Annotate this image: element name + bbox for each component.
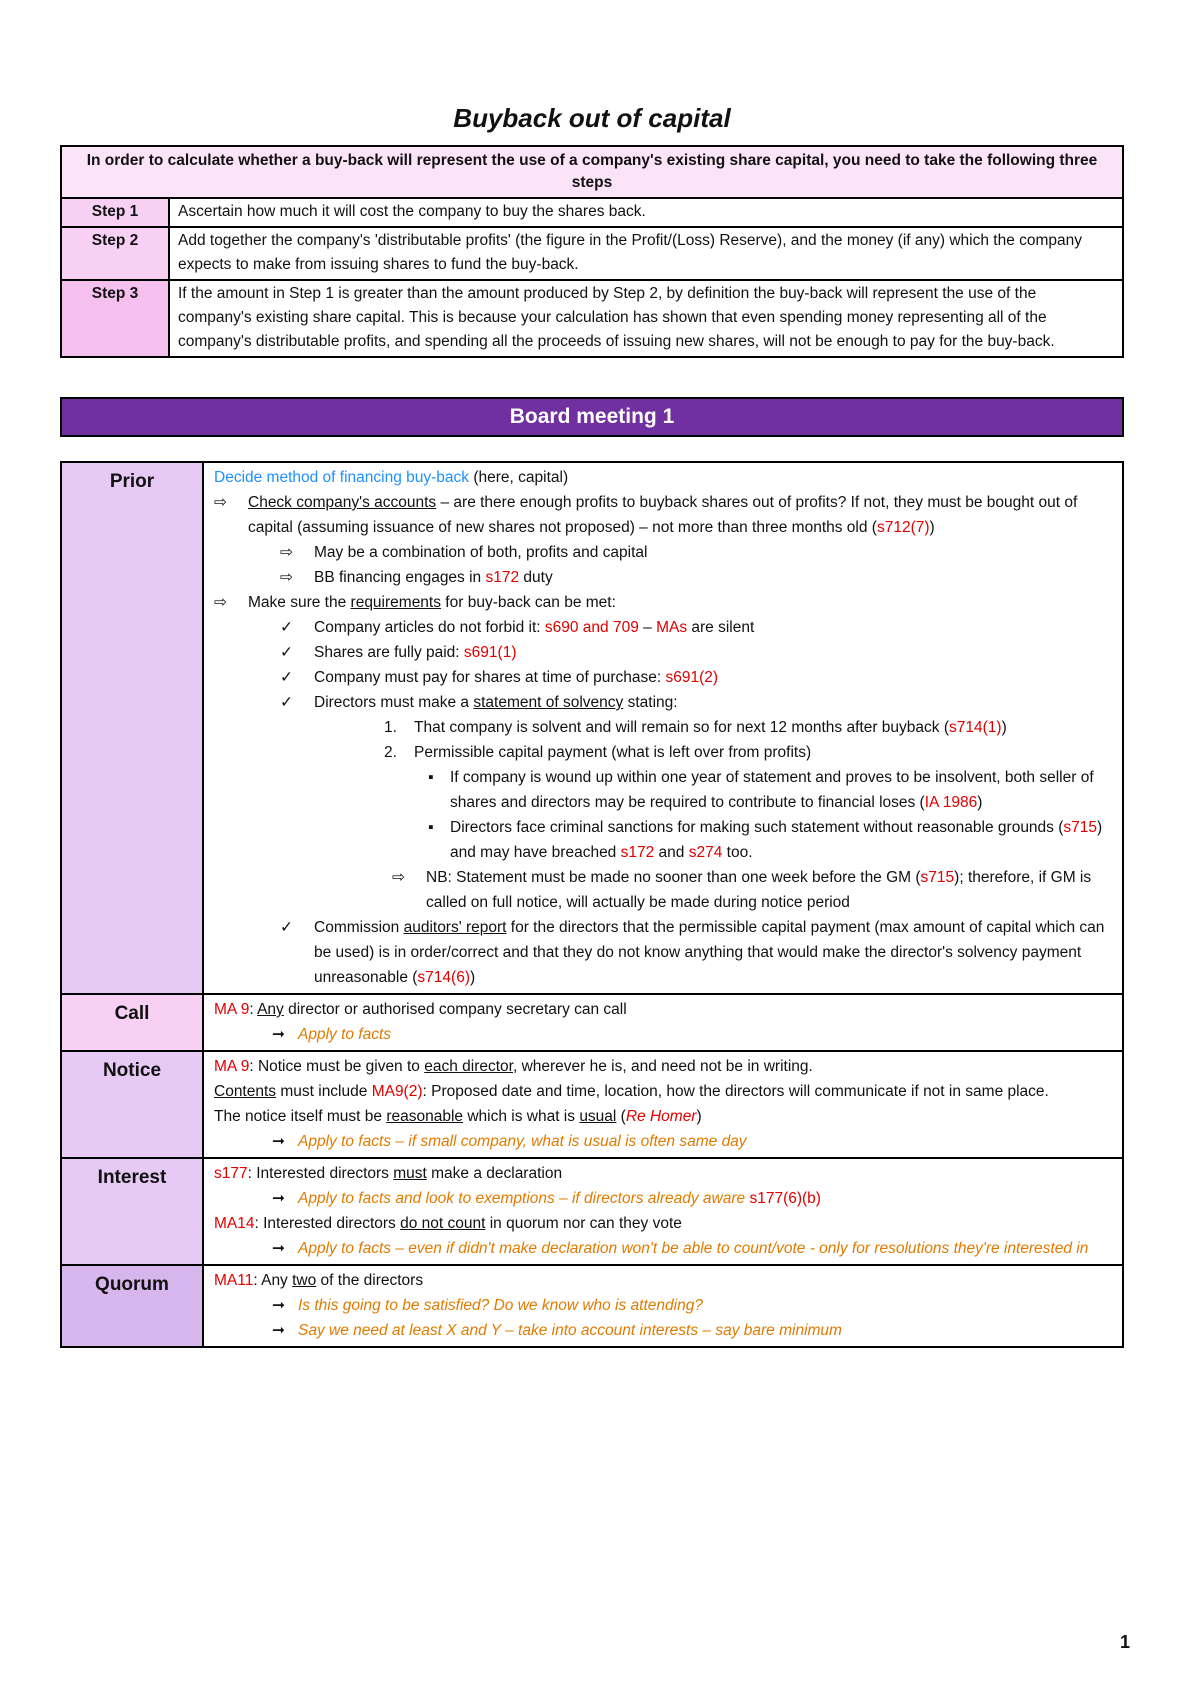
list-item	[214, 1268, 1112, 1293]
text-run: for the directors that the permissible capital payment (max amount of capital which can be used) is in order/correct and that they do not know anything that would make the director's solvency payment unreasonable (	[314, 919, 1105, 986]
arrow-icon: ➞	[272, 1322, 285, 1339]
text-run: ); therefore, if GM is called on full notice, will actually be made during notice period	[426, 869, 1092, 911]
list-item	[214, 1318, 1112, 1343]
text-run: s172	[620, 844, 655, 861]
text-run: two	[292, 1272, 317, 1289]
text-run: )	[977, 794, 983, 811]
list-item	[214, 1236, 1112, 1261]
square-bullet-icon: ▪	[428, 819, 434, 836]
row-label-quorum: Quorum	[61, 1265, 203, 1347]
text-run: Apply to facts – if small company, what is usual is often same day	[298, 1133, 747, 1150]
text-run: MA9(2)	[371, 1083, 423, 1100]
text-run: make a declaration	[426, 1165, 563, 1182]
check-icon: ✓	[280, 644, 293, 661]
table-row	[61, 1051, 1123, 1158]
text-run: s712(7)	[876, 519, 930, 536]
text-run: in quorum nor can they vote	[485, 1215, 682, 1232]
text-run: : Notice must be given to	[249, 1058, 425, 1075]
list-item	[214, 1129, 1112, 1154]
list-item	[214, 615, 1112, 640]
text-run: BB financing engages in	[314, 569, 486, 586]
text-run: Decide method of financing buy-back	[214, 469, 470, 486]
text-run: Re Homer	[625, 1108, 697, 1125]
text-run: – are there enough profits to buyback shares out of profits? If not, they must be bought out of capital (assuming issuance of new shares not proposed) – not more than three months old (	[248, 494, 1078, 536]
text-run: If company is wound up within one year of statement and proves to be insolvent, both seller of shares and directors may be required to contribute to financial loses (	[450, 769, 1094, 811]
row-label-call: Call	[61, 994, 203, 1051]
list-item	[214, 997, 1112, 1022]
list-item	[214, 590, 1112, 615]
section-heading: Board meeting 1	[60, 397, 1124, 437]
text-run: requirements	[350, 594, 441, 611]
table-row	[61, 1265, 1123, 1347]
text-run: are silent	[687, 619, 755, 636]
list-item	[214, 715, 1112, 740]
arrow-icon: ➞	[272, 1133, 285, 1150]
text-run: May be a combination of both, profits and capital	[314, 544, 648, 561]
page-number: 1	[1120, 1632, 1131, 1652]
square-bullet-icon: ▪	[428, 769, 434, 786]
text-run: IA 1986	[924, 794, 978, 811]
text-run: : Proposed date and time, location, how the directors will communicate if not in same place.	[422, 1083, 1049, 1100]
table-row	[61, 994, 1123, 1051]
text-run: duty	[519, 569, 553, 586]
check-icon: ✓	[280, 669, 293, 686]
list-item	[214, 865, 1112, 915]
text-run: Is this going to be satisfied? Do we know who is attending?	[298, 1297, 703, 1314]
table-row	[61, 227, 1123, 280]
list-item	[214, 1054, 1112, 1079]
text-run: Directors face criminal sanctions for making such statement without reasonable grounds (	[450, 819, 1064, 836]
text-run: must	[393, 1165, 427, 1182]
text-run: auditors' report	[403, 919, 507, 936]
text-run: usual	[579, 1108, 617, 1125]
text-run: Permissible capital payment (what is left over from profits)	[414, 744, 812, 761]
text-run: s690 and 709	[544, 619, 639, 636]
text-run: Company articles do not forbid it:	[314, 619, 545, 636]
text-run: Check company's accounts	[248, 494, 437, 511]
list-number: 1.	[384, 719, 397, 736]
arrow-outline-icon: ⇨	[392, 869, 405, 886]
text-run: s177	[214, 1165, 248, 1182]
text-run: s274	[688, 844, 723, 861]
table-row	[61, 198, 1123, 227]
text-run: too.	[722, 844, 753, 861]
text-run: s691(2)	[665, 669, 719, 686]
list-item	[214, 640, 1112, 665]
list-item	[214, 740, 1112, 765]
arrow-icon: ➞	[272, 1297, 285, 1314]
board-meeting-table	[60, 461, 1124, 1348]
step-text: If the amount in Step 1 is greater than the amount produced by Step 2, by definition the buy-back will represent the use of the company's existing share capital. This is because your calculation has shown that even spending money representing all of the company's distributable profits, and spending all the proceeds of issuing new shares, will not be enough to pay for the buy-back.	[169, 280, 1123, 357]
list-item	[214, 1211, 1112, 1236]
text-run: Commission	[314, 919, 404, 936]
text-run: : Any	[253, 1272, 293, 1289]
text-run: (	[616, 1108, 626, 1125]
text-run: s172	[485, 569, 520, 586]
text-run: reasonable	[386, 1108, 464, 1125]
list-item	[214, 665, 1112, 690]
check-icon: ✓	[280, 919, 293, 936]
list-item	[214, 1022, 1112, 1047]
step-label: Step 1	[61, 198, 169, 227]
row-label-prior: Prior	[61, 462, 203, 994]
steps-table	[60, 145, 1124, 358]
text-run: director or authorised company secretary can call	[283, 1001, 627, 1018]
text-run: )	[1001, 719, 1007, 736]
list-item	[214, 565, 1112, 590]
text-run: which is what is	[463, 1108, 580, 1125]
check-icon: ✓	[280, 694, 293, 711]
text-run: That company is solvent and will remain so for next 12 months after buyback (	[414, 719, 949, 736]
text-run: MA11	[214, 1272, 254, 1289]
text-run: )	[929, 519, 935, 536]
arrow-outline-icon: ⇨	[214, 594, 227, 611]
text-run: Any	[257, 1001, 284, 1018]
quorum-content	[203, 1265, 1123, 1347]
text-run: The notice itself must be	[214, 1108, 387, 1125]
list-item	[214, 1104, 1112, 1129]
list-item	[214, 465, 1112, 490]
text-run: s715	[920, 869, 955, 886]
arrow-icon: ➞	[272, 1240, 285, 1257]
page-title: Buyback out of capital	[453, 103, 731, 133]
text-run: –	[638, 619, 657, 636]
text-run: NB: Statement must be made no sooner than one week before the GM (	[426, 869, 921, 886]
list-item	[214, 540, 1112, 565]
text-run: Directors must make a	[314, 694, 474, 711]
step-text: Ascertain how much it will cost the company to buy the shares back.	[169, 198, 1123, 227]
text-run: MA14	[214, 1215, 255, 1232]
table-row	[61, 462, 1123, 994]
text-run: :	[249, 1001, 258, 1018]
text-run: s691(1)	[463, 644, 517, 661]
text-run: and	[654, 844, 689, 861]
arrow-outline-icon: ⇨	[214, 494, 227, 511]
call-content	[203, 994, 1123, 1051]
text-run: must include	[276, 1083, 372, 1100]
text-run: Apply to facts and look to exemptions – if directors already aware	[298, 1190, 750, 1207]
list-item	[214, 1293, 1112, 1318]
step-label: Step 3	[61, 280, 169, 357]
notice-content	[203, 1051, 1123, 1158]
text-run: : Interested directors	[254, 1215, 401, 1232]
steps-intro: In order to calculate whether a buy-back will represent the use of a company's existing share capital, you need to take the following three steps	[61, 146, 1123, 198]
text-run: s715	[1063, 819, 1098, 836]
text-run: MA 9	[214, 1001, 250, 1018]
text-run: do not count	[400, 1215, 486, 1232]
check-icon: ✓	[280, 619, 293, 636]
text-run: (here, capital)	[469, 469, 569, 486]
text-run: s177(6)(b)	[749, 1190, 821, 1207]
text-run: Contents	[214, 1083, 277, 1100]
text-run: Make sure the	[248, 594, 351, 611]
list-number: 2.	[384, 744, 397, 761]
list-item	[214, 690, 1112, 715]
text-run: statement of solvency	[473, 694, 624, 711]
row-label-notice: Notice	[61, 1051, 203, 1158]
text-run: of the directors	[316, 1272, 424, 1289]
text-run: s714(1)	[949, 719, 1002, 736]
text-run: MA 9	[214, 1058, 250, 1075]
list-item	[214, 1161, 1112, 1186]
list-item	[214, 1186, 1112, 1211]
arrow-outline-icon: ⇨	[280, 569, 293, 586]
text-run: each director	[424, 1058, 513, 1075]
text-run: Say we need at least X and Y – take into account interests – say bare minimum	[298, 1322, 842, 1339]
text-run: stating:	[623, 694, 678, 711]
text-run: for buy-back can be met:	[441, 594, 616, 611]
step-label: Step 2	[61, 227, 169, 280]
row-label-interest: Interest	[61, 1158, 203, 1265]
table-row	[61, 280, 1123, 357]
text-run: , wherever he is, and need not be in writing.	[512, 1058, 813, 1075]
text-run: )	[696, 1108, 702, 1125]
list-item	[214, 1079, 1112, 1104]
arrow-icon: ➞	[272, 1026, 285, 1043]
list-item	[214, 490, 1112, 540]
text-run: Company must pay for shares at time of purchase:	[314, 669, 666, 686]
arrow-icon: ➞	[272, 1190, 285, 1207]
list-item	[214, 815, 1112, 865]
arrow-outline-icon: ⇨	[280, 544, 293, 561]
text-run: Apply to facts – even if didn't make declaration won't be able to count/vote - only for resolutions they're interested in	[298, 1240, 1089, 1257]
text-run: Shares are fully paid:	[314, 644, 464, 661]
text-run: s714(6)	[417, 969, 470, 986]
text-run: )	[469, 969, 476, 986]
text-run: MAs	[656, 619, 688, 636]
prior-content	[203, 462, 1123, 994]
list-item	[214, 915, 1112, 990]
step-text: Add together the company's 'distributable profits' (the figure in the Profit/(Loss) Reserve), and the money (if any) which the company expects to make from issuing shares to fund the buy-back.	[169, 227, 1123, 280]
text-run: ) and may have breached	[450, 819, 1103, 861]
list-item	[214, 765, 1112, 815]
table-row	[61, 1158, 1123, 1265]
text-run: : Interested directors	[247, 1165, 394, 1182]
text-run: Apply to facts	[298, 1026, 392, 1043]
interest-content	[203, 1158, 1123, 1265]
